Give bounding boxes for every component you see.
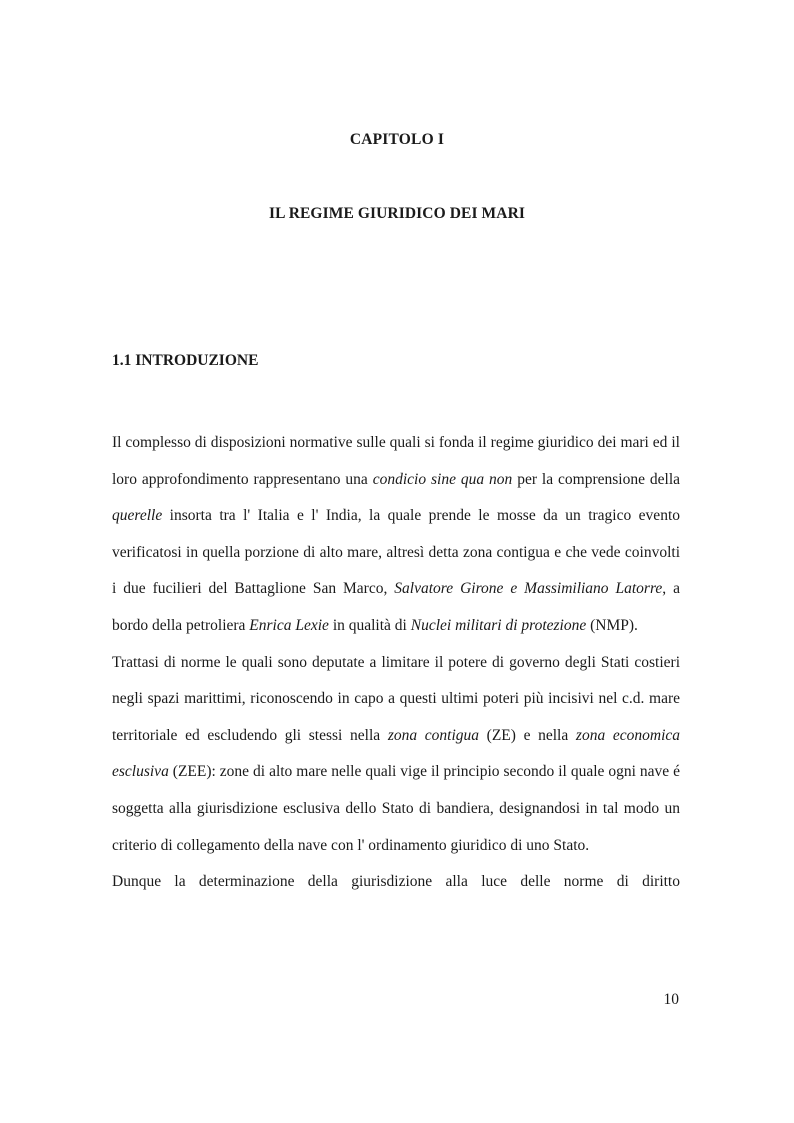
paragraph-1-text-3: insorta tra l' Italia e l' India, la quale prende le mosse da un tragico evento verificatosi in quella porzione di alto mare, altresì detta zona contigua e che vede coinvolti i due fucilieri del Battaglione San Marco, xyxy=(112,507,680,598)
paragraph-1-text-4: , a bordo della petroliera xyxy=(112,580,680,634)
chapter-title: IL REGIME GIURIDICO DEI MARI xyxy=(269,205,525,222)
paragraph-2-text-2: (ZE) e nella xyxy=(479,726,576,744)
paragraph-1-text-1: Il complesso di disposizioni normative sulle quali si fonda il regime giuridico dei mari ed il loro approfondimento rappresentano una xyxy=(112,434,680,488)
paragraph-3 xyxy=(112,864,680,901)
page-number: 10 xyxy=(663,991,679,1008)
paragraph-1-italic-condicio: condicio sine qua non xyxy=(372,470,513,488)
paragraph-2-text-3: (ZEE): zone di alto mare nelle quali vige il principio secondo il quale ogni nave é soggetta alla giurisdizione esclusiva dello Stato di bandiera, designandosi in tal modo un criterio di collegamento della nave con l' ordinamento giuridico di uno Stato. xyxy=(112,763,680,854)
chapter-label: CAPITOLO I xyxy=(349,131,445,148)
paragraph-1-italic-querelle: querelle xyxy=(112,507,163,525)
paragraph-2-italic-zona-contigua: zona contigua xyxy=(387,726,479,744)
paragraph-1-text-2: per la comprensione della xyxy=(512,470,681,488)
paragraph-1-italic-nuclei: Nuclei militari di protezione xyxy=(410,616,587,634)
section-heading: 1.1 INTRODUZIONE xyxy=(112,352,259,369)
paragraph-1-text-5: in qualità di xyxy=(328,616,411,634)
paragraph-1-italic-ship: Enrica Lexie xyxy=(249,616,329,634)
paragraph-3-text-1: Dunque la determinazione della giurisdizione alla luce delle norme di diritto xyxy=(112,873,680,891)
paragraph-2-text-1: Trattasi di norme le quali sono deputate a limitare il potere di governo degli Stati costieri negli spazi marittimi, riconoscendo in capo a questi ultimi poteri più incisivi nel c.d. mare territoriale ed escludendo gli stessi nella xyxy=(112,653,680,744)
paragraph-1-italic-names: Salvatore Girone e Massimiliano Latorre xyxy=(394,580,663,598)
paragraph-2-italic-zee: zona economica esclusiva xyxy=(112,726,681,781)
paragraph-2 xyxy=(112,645,680,865)
paragraph-1 xyxy=(112,425,680,645)
body-text xyxy=(112,425,680,901)
paragraph-1-text-6: (NMP). xyxy=(586,616,638,634)
